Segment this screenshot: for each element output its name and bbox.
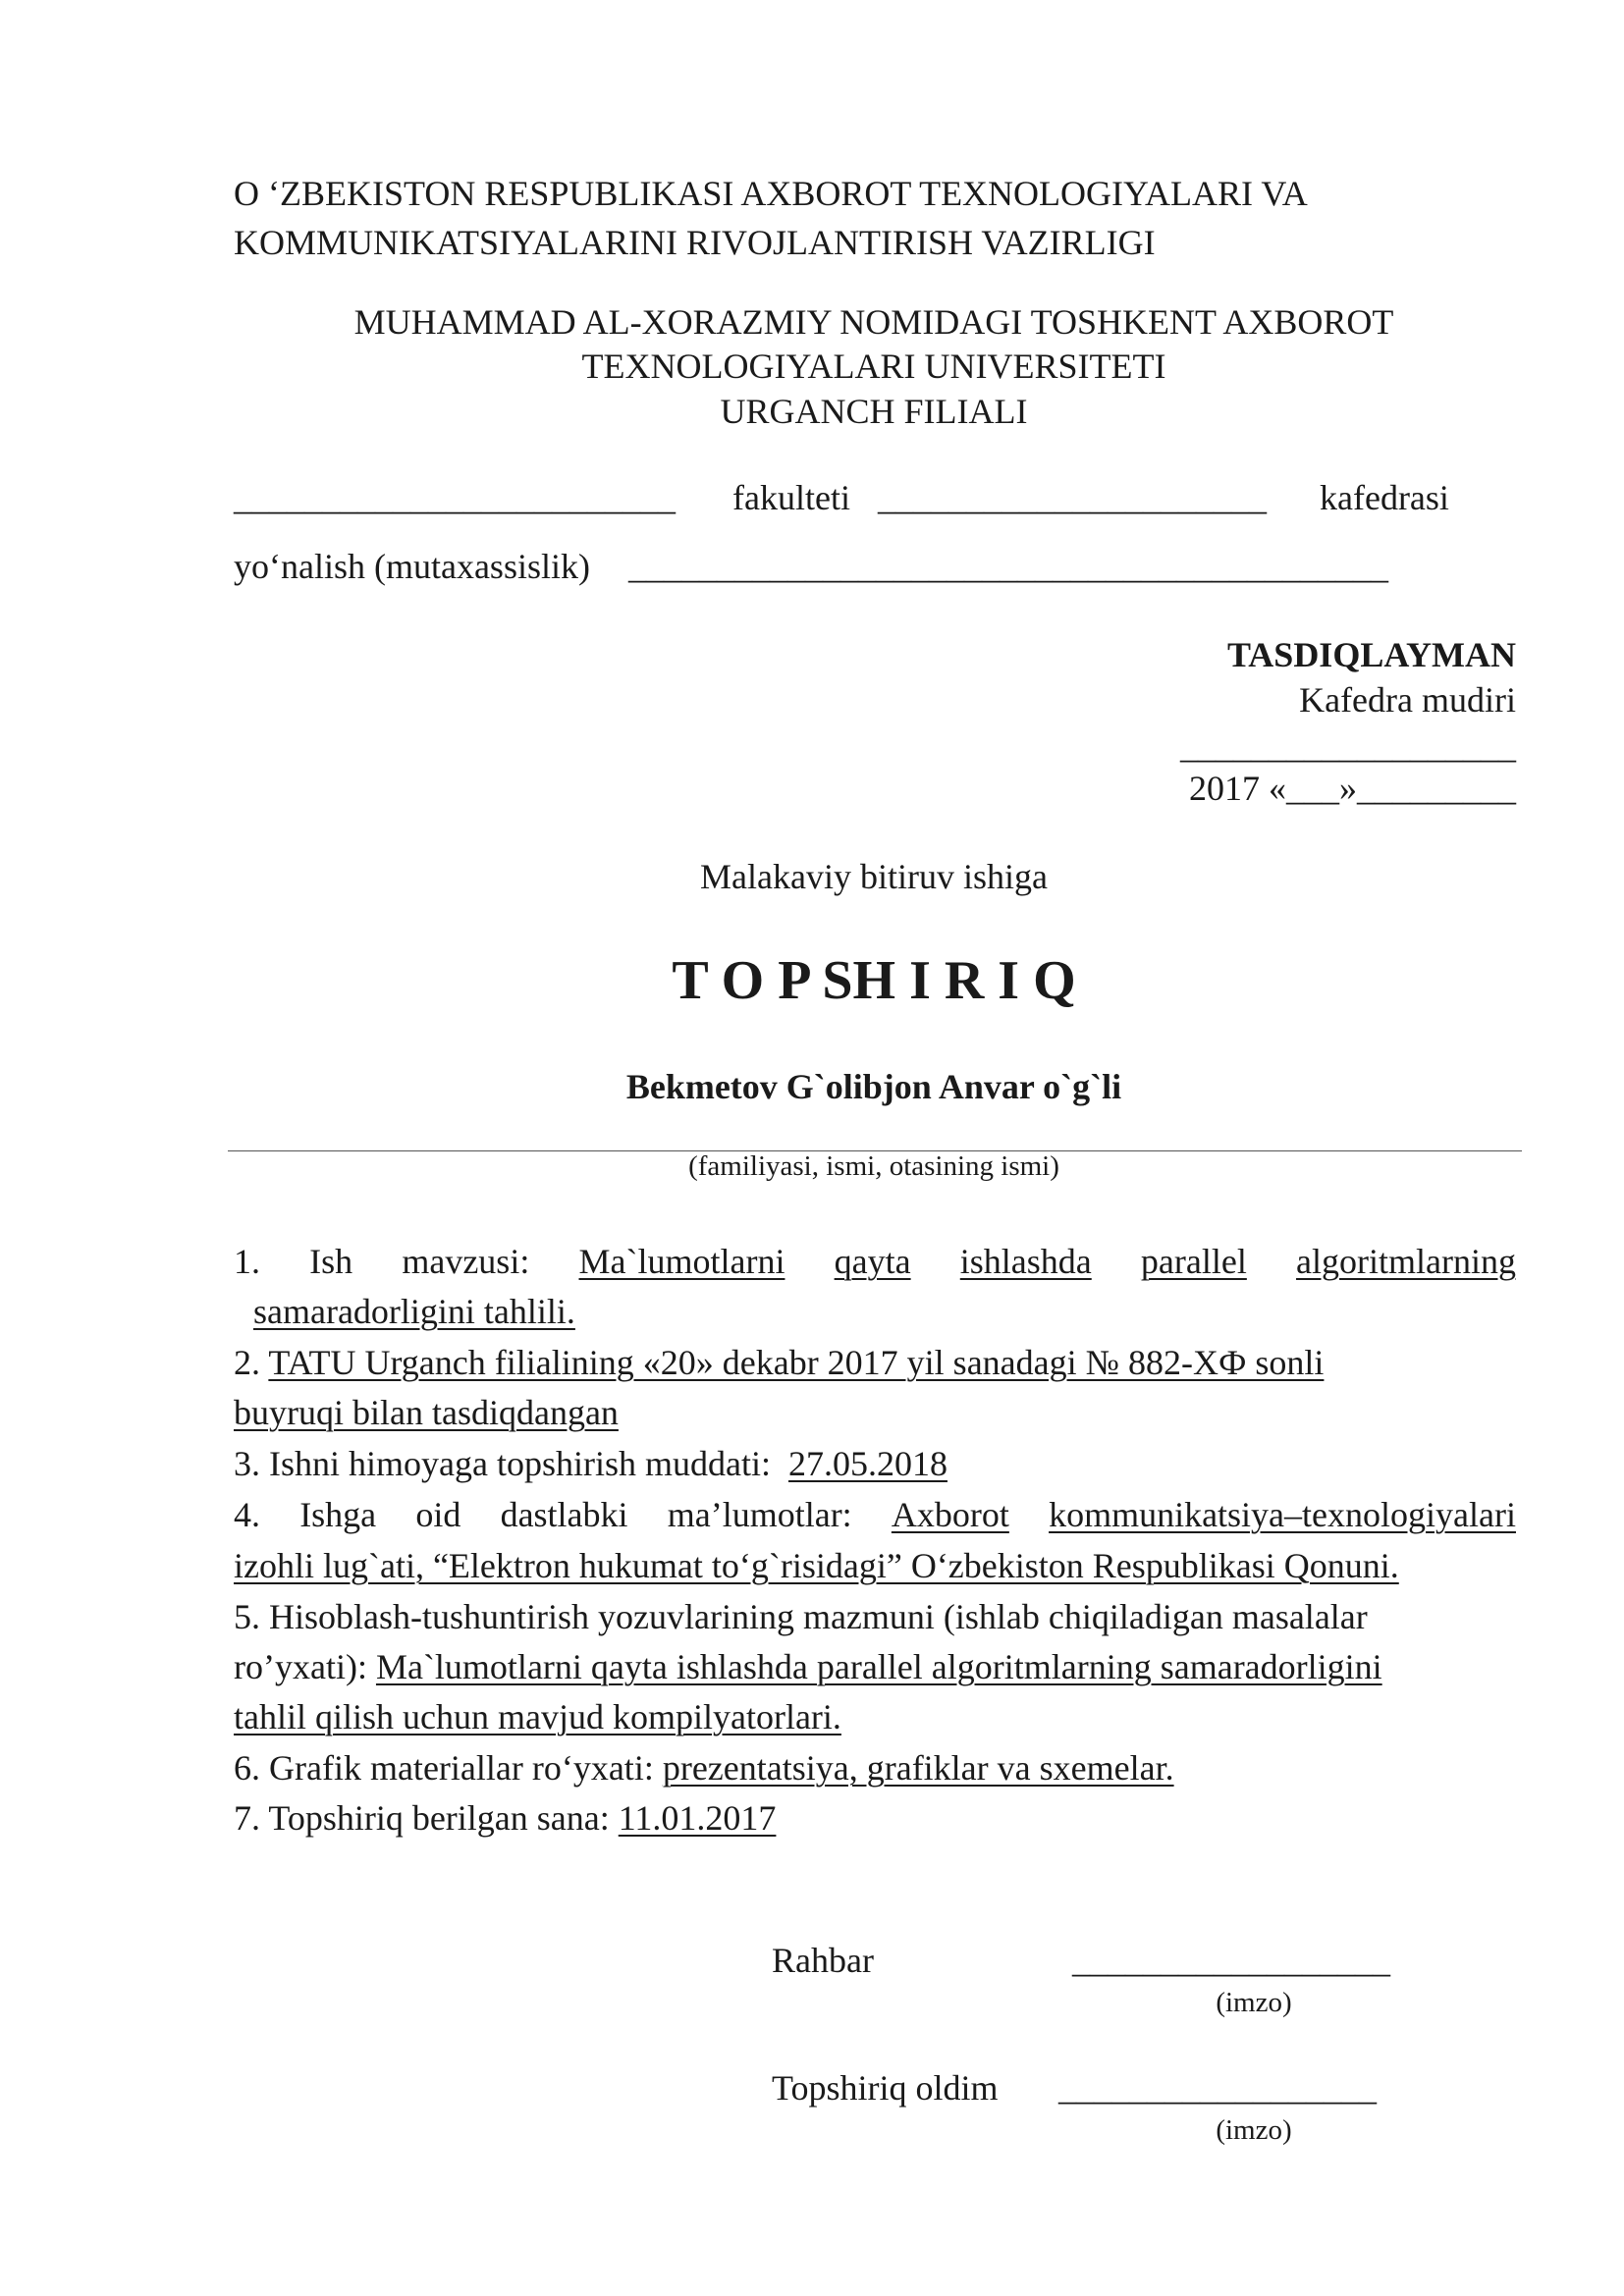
item-4-line-1 bbox=[234, 1490, 1516, 1539]
item-6-label: 6. Grafik materiallar ro‘yxati: bbox=[234, 1748, 663, 1788]
item-1-value-word: ishlashda bbox=[959, 1242, 1092, 1281]
faculty-blank: _________________________ bbox=[234, 478, 676, 517]
item-2-value-line-2: buyruqi bilan tasdiqdangan bbox=[234, 1393, 619, 1432]
item-3-line bbox=[234, 1439, 947, 1488]
supervisor-label: Rahbar bbox=[772, 1941, 874, 1980]
item-4-label-word: Ishga bbox=[299, 1495, 377, 1534]
received-signature-caption: (imzo) bbox=[1216, 2114, 1292, 2146]
item-2-prefix: 2. bbox=[234, 1343, 269, 1382]
chair-blank: ______________________ bbox=[878, 478, 1267, 517]
item-5-label-line-1: 5. Hisoblash-tushuntirish yozuvlarining mazmuni (ishlab chiqiladigan masalalar bbox=[234, 1597, 1368, 1636]
chair-label: kafedrasi bbox=[1320, 478, 1449, 517]
document-subtitle: Malakaviy bitiruv ishiga bbox=[700, 857, 1048, 896]
approval-role: Kafedra mudiri bbox=[1299, 680, 1516, 720]
item-4-value-word: Axborot bbox=[891, 1495, 1009, 1534]
item-4-value-word: kommunikatsiya–texnologiyalari bbox=[1049, 1495, 1516, 1534]
document-title: T O P SH I R I Q bbox=[672, 950, 1076, 1011]
item-5-label-line-2: ro’yxati): bbox=[234, 1647, 376, 1686]
supervisor-signature-caption: (imzo) bbox=[1216, 1987, 1292, 2018]
item-5-value-line-3: tahlil qilish uchun mavjud kompilyatorlari. bbox=[234, 1697, 841, 1736]
item-1-value-word: parallel bbox=[1140, 1242, 1247, 1281]
received-label: Topshiriq oldim bbox=[772, 2068, 999, 2108]
item-6-value: prezentatsiya, grafiklar va sxemelar. bbox=[662, 1748, 1174, 1788]
item-5-value-line-2: Ma`lumotlarni qayta ishlashda parallel algoritmlarning samaradorligini bbox=[375, 1647, 1382, 1686]
item-7-label: 7. Topshiriq berilgan sana: bbox=[234, 1798, 619, 1838]
item-7-line bbox=[234, 1793, 776, 1842]
faculty-label: fakulteti bbox=[732, 478, 850, 517]
item-4-label-word: 4. bbox=[234, 1495, 260, 1534]
approval-signature-blank: ___________________ bbox=[1180, 726, 1516, 766]
university-line-1: MUHAMMAD AL-XORAZMIY NOMIDAGI TOSHKENT AXBOROT bbox=[353, 302, 1394, 342]
item-5-line-2 bbox=[234, 1642, 1382, 1691]
item-3-value: 27.05.2018 bbox=[787, 1444, 947, 1483]
item-4-value-line-2: izohli lug`ati, “Elektron hukumat to‘g`risidagi” O‘zbekiston Respublikasi Qonuni. bbox=[234, 1546, 1399, 1585]
item-1-line-1 bbox=[234, 1237, 1516, 1286]
item-1-label-word: mavzusi: bbox=[402, 1242, 530, 1281]
university-line-3: URGANCH FILIALI bbox=[720, 392, 1028, 431]
received-signature-blank: __________________ bbox=[1058, 2068, 1377, 2108]
ministry-line-2: KOMMUNIKATSIYALARINI RIVOJLANTIRISH VAZIRLIGI bbox=[234, 223, 1156, 262]
item-4-label-word: ma’lumotlar: bbox=[667, 1495, 852, 1534]
approval-title: TASDIQLAYMAN bbox=[1226, 635, 1516, 674]
item-6-line bbox=[234, 1743, 1174, 1792]
direction-blank: ___________________________________________ bbox=[628, 547, 1388, 586]
item-2-line-1 bbox=[234, 1338, 1324, 1387]
item-1-label-word: Ish bbox=[309, 1242, 353, 1281]
supervisor-signature-blank: __________________ bbox=[1072, 1941, 1390, 1980]
item-4-label-word: dastlabki bbox=[500, 1495, 628, 1534]
item-2-value-line-1: TATU Urganch filialining «20» dekabr 2017 yil sanadagi № 882-XФ sonli bbox=[268, 1343, 1325, 1382]
student-name: Bekmetov G`olibjon Anvar o`g`li bbox=[625, 1067, 1122, 1106]
approval-date: 2017 «___»_________ bbox=[1189, 769, 1516, 808]
item-1-prefix: 1. bbox=[234, 1242, 260, 1281]
name-caption: (familiyasi, ismi, otasining ismi) bbox=[688, 1150, 1059, 1182]
item-1-value-line-2: samaradorligini tahlili. bbox=[253, 1292, 575, 1331]
item-4-label-word: oid bbox=[415, 1495, 461, 1534]
ministry-line-1: O ‘ZBEKISTON RESPUBLIKASI AXBOROT TEXNOLOGIYALARI VA bbox=[234, 174, 1308, 213]
direction-label: yo‘nalish (mutaxassislik) bbox=[234, 547, 590, 586]
item-3-label: 3. Ishni himoyaga topshirish muddati: bbox=[234, 1444, 788, 1483]
item-1-value-word: qayta bbox=[834, 1242, 911, 1281]
item-1-value-word: algoritmlarning bbox=[1296, 1242, 1516, 1281]
item-7-value: 11.01.2017 bbox=[618, 1798, 777, 1838]
item-1-value-word: Ma`lumotlarni bbox=[578, 1242, 785, 1281]
university-line-2: TEXNOLOGIYALARI UNIVERSITETI bbox=[581, 347, 1166, 386]
